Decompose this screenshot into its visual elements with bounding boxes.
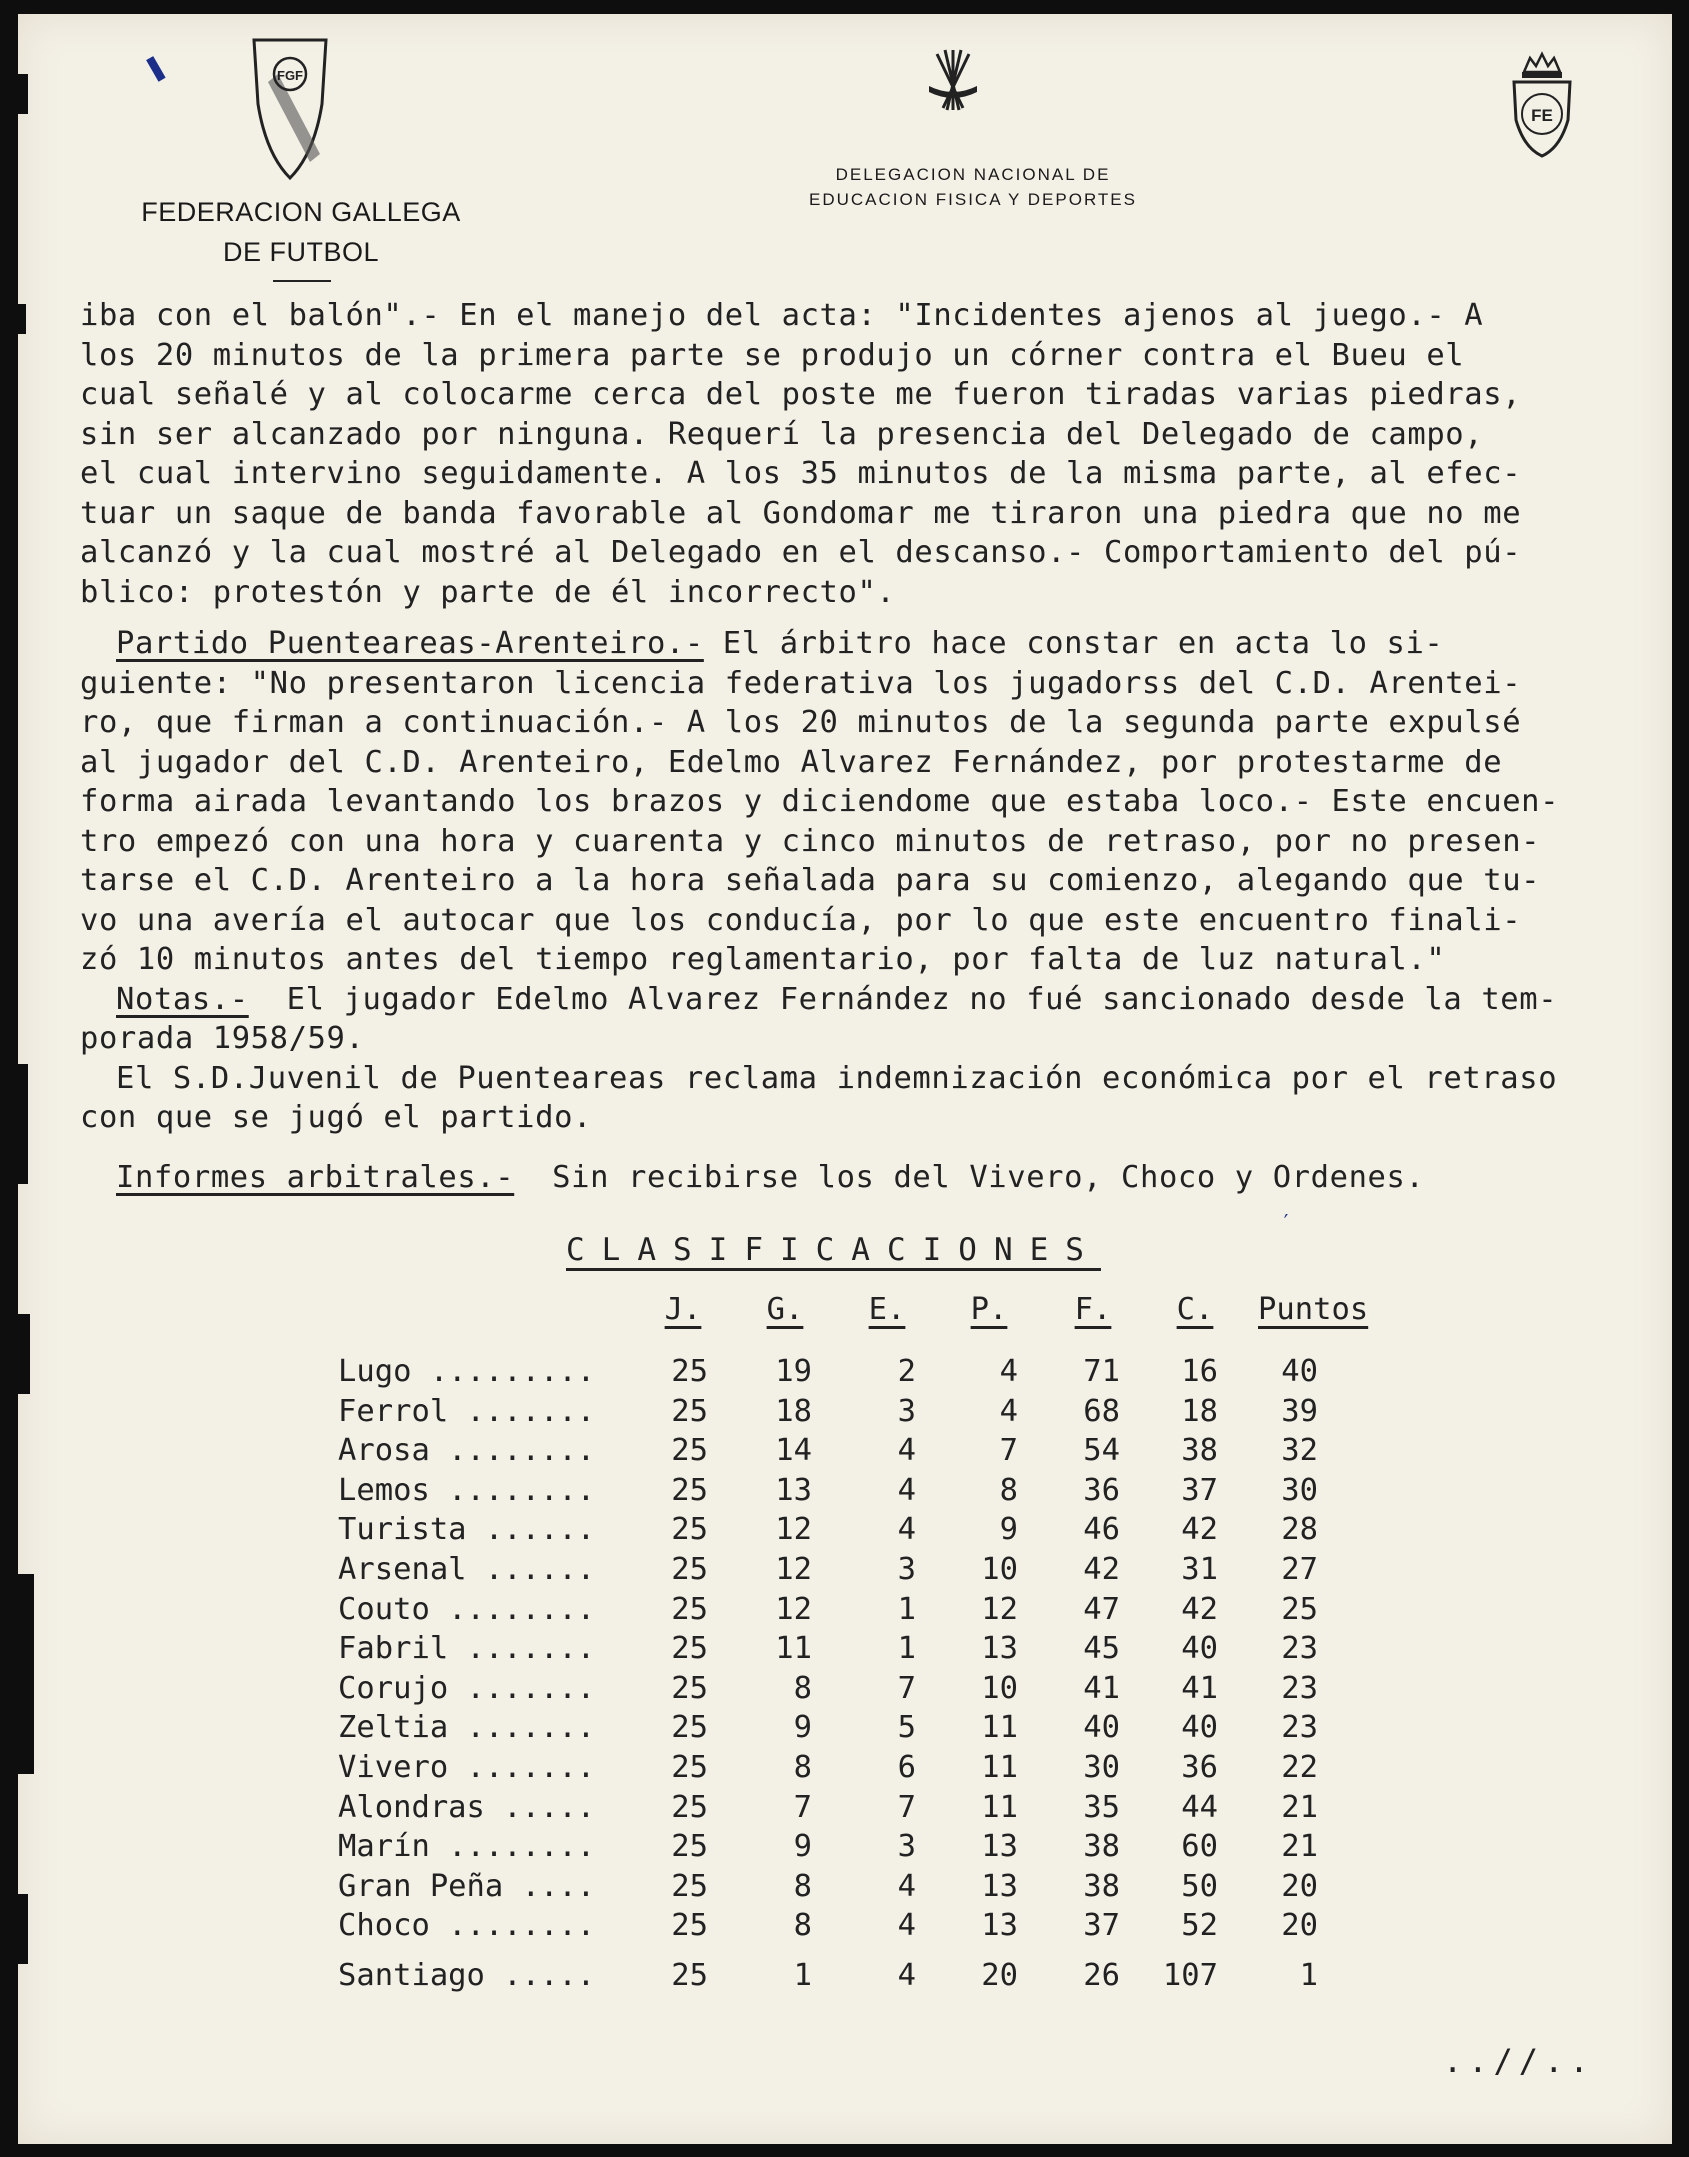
text-line: porada 1958/59.: [80, 1021, 365, 1056]
ink-mark: ❚: [138, 47, 172, 88]
standings-cell: 1: [897, 1591, 916, 1627]
standings-cell: 12: [775, 1591, 812, 1627]
text-line: sin ser alcanzado por ninguna. Requerí la presencia del Delegado de campo,: [80, 416, 1484, 452]
standings-cell: 11: [981, 1710, 1018, 1746]
standings-cell: 28: [1281, 1512, 1318, 1548]
column-header: E.: [868, 1292, 906, 1327]
standings-cell: 12: [775, 1552, 812, 1587]
standings-cell: 38: [1083, 1868, 1120, 1904]
standings-cell: 23: [1281, 1710, 1318, 1746]
standings-cell: 36: [1083, 1472, 1120, 1508]
standings-cell: 25: [671, 1512, 708, 1548]
standings-cell: 8: [793, 1868, 812, 1904]
text-fragment: Sin recibirse los del Vivero, Choco y Ordenes.: [514, 1159, 1425, 1195]
standings-cell: 9: [793, 1829, 812, 1865]
team-name: Marín ........: [338, 1829, 596, 1865]
standings-cell: 3: [897, 1829, 916, 1865]
text-line: vo una avería el autocar que los conducía, por lo que este encuentro finali-: [80, 902, 1522, 938]
standings-cell: 25: [671, 1591, 708, 1627]
yoke-arrows-emblem: [923, 42, 983, 122]
standings-cell: 4: [999, 1393, 1018, 1429]
standings-cell: 3: [897, 1552, 916, 1587]
standings-cell: 7: [897, 1670, 916, 1706]
text-line: forma airada levantando los brazos y diciendome que estaba loco.- Este encuen-: [80, 784, 1560, 819]
standings-cell: 25: [671, 1958, 708, 1993]
standings-cell: 18: [775, 1393, 812, 1429]
standings-cell: 25: [671, 1868, 708, 1904]
standings-cell: 4: [897, 1512, 916, 1548]
column-header: G.: [766, 1292, 804, 1327]
standings-cell: 20: [981, 1958, 1018, 1993]
standings-cell: 23: [1281, 1670, 1318, 1706]
team-name: Lugo .........: [338, 1354, 596, 1389]
standings-cell: 10: [981, 1670, 1018, 1706]
standings-cell: 38: [1181, 1433, 1218, 1469]
standings-cell: 1: [1299, 1958, 1318, 1993]
team-name: Arsenal ......: [338, 1552, 596, 1587]
torn-edge: [18, 304, 26, 334]
informes-heading: Informes arbitrales.-: [116, 1159, 515, 1195]
standings-cell: 8: [793, 1750, 812, 1785]
standings-cell: 25: [671, 1670, 708, 1706]
document-page: [18, 14, 1672, 2144]
standings-cell: 11: [981, 1789, 1018, 1825]
team-name: Couto ........: [338, 1591, 596, 1627]
standings-cell: 68: [1083, 1393, 1120, 1429]
header-rule: [273, 280, 331, 282]
text-line: [80, 1158, 1670, 1198]
standings-cell: 25: [1281, 1591, 1318, 1627]
text-fragment: El árbitro hace constar en acta lo si-: [703, 626, 1444, 661]
standings-cell: 26: [1083, 1958, 1120, 1993]
standings-cell: 1: [793, 1958, 812, 1993]
text-line: tarse el C.D. Arenteiro a la hora señalada para su comienzo, alegando que tu-: [80, 863, 1541, 898]
standings-cell: 4: [897, 1433, 916, 1469]
standings-cell: 16: [1181, 1354, 1218, 1389]
team-name: Zeltia .......: [338, 1710, 596, 1746]
standings-cell: 21: [1281, 1789, 1318, 1825]
team-name: Arosa ........: [338, 1433, 596, 1469]
standings-cell: 8: [793, 1908, 812, 1944]
standings-cell: 60: [1181, 1829, 1218, 1865]
standings-cell: 30: [1281, 1472, 1318, 1508]
standings-cell: 7: [999, 1433, 1018, 1469]
standings-cell: 25: [671, 1393, 708, 1429]
standings-cell: 25: [671, 1789, 708, 1825]
standings-cell: 2: [897, 1354, 916, 1389]
standings-cell: 13: [775, 1472, 812, 1508]
standings-cell: 13: [981, 1908, 1018, 1944]
standings-cell: 13: [981, 1829, 1018, 1865]
crowned-shield-logo: [1510, 50, 1574, 160]
standings-cell: 7: [793, 1789, 812, 1825]
standings-cell: 42: [1083, 1552, 1120, 1587]
team-name: Turista ......: [338, 1512, 596, 1548]
match-heading: Partido Puenteareas-Arenteiro.-: [116, 626, 704, 661]
team-name: Gran Peña ....: [338, 1868, 596, 1904]
standings-cell: 40: [1181, 1631, 1218, 1667]
text-line: alcanzó y la cual mostré al Delegado en el descanso.- Comportamiento del pú-: [80, 535, 1522, 570]
team-name: Alondras .....: [338, 1789, 596, 1825]
standings-cell: 46: [1083, 1512, 1120, 1548]
column-header: C.: [1176, 1292, 1214, 1327]
federation-name: [116, 192, 486, 272]
standings-cell: 50: [1181, 1868, 1218, 1904]
standings-cell: 42: [1181, 1591, 1218, 1627]
text-line: el cual intervino seguidamente. A los 35 minutos de la misma parte, al efec-: [80, 456, 1522, 491]
text-line: iba con el balón".- En el manejo del acta: "Incidentes ajenos al juego.- A: [80, 298, 1484, 333]
standings-cell: 25: [671, 1354, 708, 1389]
standings-cell: 8: [999, 1472, 1018, 1508]
paragraph-incidentes: [80, 296, 1670, 612]
standings-cell: 4: [897, 1472, 916, 1508]
standings-cell: 11: [981, 1750, 1018, 1785]
text-line: los 20 minutos de la primera parte se produjo un córner contra el Bueu el: [80, 337, 1465, 373]
team-name: Ferrol .......: [338, 1393, 596, 1429]
column-header: F.: [1074, 1292, 1112, 1327]
standings-cell: 25: [671, 1433, 708, 1469]
text-line: cual señalé y al colocarme cerca del poste me fueron tiradas varias piedras,: [80, 377, 1522, 412]
standings-cell: 4: [897, 1908, 916, 1944]
standings-cell: 13: [981, 1631, 1018, 1667]
standings-cell: 4: [999, 1354, 1018, 1389]
text-line: tro empezó con una hora y cuarenta y cinco minutos de retraso, por no presen-: [80, 823, 1541, 859]
standings-cell: 4: [897, 1868, 916, 1904]
standings-cell: 25: [671, 1631, 708, 1667]
team-name: Choco ........: [338, 1908, 596, 1944]
torn-edge: [18, 1314, 30, 1394]
standings-cell: 21: [1281, 1829, 1318, 1865]
standings-cell: 1: [897, 1631, 916, 1667]
text-line: ro, que firman a continuación.- A los 20 minutos de la segunda parte expulsé: [80, 705, 1522, 740]
paragraph-informes: [80, 1158, 1670, 1198]
text-line: El S.D.Juvenil de Puenteareas reclama indemnización económica por el retraso: [116, 1060, 1558, 1096]
column-header: P.: [970, 1292, 1008, 1327]
standings-cell: 38: [1083, 1829, 1120, 1865]
page-continuation-mark: ..//..: [1443, 2042, 1595, 2080]
text-line: [80, 980, 1670, 1020]
standings-cell: 47: [1083, 1591, 1120, 1627]
torn-edge: [18, 74, 28, 114]
standings-cell: 25: [671, 1829, 708, 1865]
standings-cell: 9: [793, 1710, 812, 1746]
federation-name-line: FEDERACION GALLEGA: [141, 197, 461, 227]
paragraph-notas: [80, 980, 1670, 1138]
team-name: Vivero .......: [338, 1750, 596, 1785]
standings-cell: 12: [981, 1591, 1018, 1627]
standings-cell: 54: [1083, 1433, 1120, 1469]
text-line: tuar un saque de banda favorable al Gondomar me tiraron una piedra que no me: [80, 495, 1522, 531]
standings-cell: 107: [1162, 1958, 1218, 1993]
standings-cell: 35: [1083, 1789, 1120, 1825]
standings-cell: 42: [1181, 1512, 1218, 1548]
team-name: Corujo .......: [338, 1670, 596, 1706]
federation-shield-logo: [248, 34, 332, 184]
standings-cell: 31: [1181, 1552, 1218, 1587]
paragraph-puenteareas-arenteiro: [80, 624, 1670, 980]
standings-cell: 7: [897, 1789, 916, 1825]
delegacion-line: DELEGACION NACIONAL DE: [835, 165, 1111, 184]
column-header: Puntos: [1258, 1292, 1369, 1327]
torn-edge: [18, 1894, 28, 1964]
standings-cell: 12: [775, 1512, 812, 1548]
ink-mark: ′: [1280, 1210, 1293, 1234]
svg-text:FGF: FGF: [277, 68, 303, 83]
standings-cell: 37: [1181, 1472, 1218, 1508]
standings-cell: 25: [671, 1472, 708, 1508]
federation-name-line: DE FUTBOL: [222, 237, 380, 267]
svg-text:FE: FE: [1531, 106, 1553, 125]
torn-edge: [18, 1064, 28, 1184]
standings-cell: 20: [1281, 1908, 1318, 1944]
standings-cell: 10: [981, 1552, 1018, 1587]
standings-title: CLASIFICACIONES: [566, 1232, 1101, 1268]
standings-cell: 22: [1281, 1750, 1318, 1785]
text-line: con que se jugó el partido.: [80, 1100, 592, 1135]
delegacion-line: EDUCACION FISICA Y DEPORTES: [809, 190, 1137, 209]
text-line: [80, 624, 1670, 664]
text-line: al jugador del C.D. Arenteiro, Edelmo Alvarez Fernández, por protestarme de: [80, 744, 1503, 780]
standings-cell: 14: [775, 1433, 812, 1469]
column-header: J.: [664, 1292, 702, 1327]
standings-cell: 20: [1281, 1868, 1318, 1904]
text-line: blico: protestón y parte de él incorrecto".: [80, 574, 896, 610]
standings-cell: 9: [999, 1512, 1018, 1548]
standings-cell: 6: [897, 1750, 916, 1785]
standings-cell: 25: [671, 1750, 708, 1785]
standings-cell: 52: [1181, 1908, 1218, 1944]
body-text: [80, 296, 1670, 1197]
standings-cell: 40: [1083, 1710, 1120, 1746]
standings-cell: 5: [897, 1710, 916, 1746]
standings-cell: 40: [1281, 1354, 1318, 1389]
standings-cell: 3: [897, 1393, 916, 1429]
standings-cell: 27: [1281, 1552, 1318, 1587]
team-name: Fabril .......: [338, 1631, 596, 1667]
standings-cell: 19: [775, 1354, 812, 1389]
standings-cell: 36: [1181, 1750, 1218, 1785]
standings-cell: 30: [1083, 1750, 1120, 1785]
standings-cell: 25: [671, 1908, 708, 1944]
standings-cell: 44: [1181, 1789, 1218, 1825]
text-line: zó 10 minutos antes del tiempo reglamentario, por falta de luz natural.": [80, 942, 1446, 977]
torn-edge: [18, 1574, 34, 1774]
team-name: Lemos ........: [338, 1472, 596, 1508]
standings-cell: 25: [671, 1552, 708, 1587]
notas-heading: Notas.-: [116, 981, 249, 1017]
standings-cell: 8: [793, 1670, 812, 1706]
standings-cell: 71: [1083, 1354, 1120, 1389]
standings-cell: 41: [1181, 1670, 1218, 1706]
standings-cell: 37: [1083, 1908, 1120, 1944]
standings-cell: 23: [1281, 1631, 1318, 1667]
standings-cell: 25: [671, 1710, 708, 1746]
standings-cell: 13: [981, 1868, 1018, 1904]
text-fragment: El jugador Edelmo Alvarez Fernández no fué sancionado desde la tem-: [248, 981, 1558, 1017]
standings-cell: 40: [1181, 1710, 1218, 1746]
standings-cell: 32: [1281, 1433, 1318, 1469]
standings-cell: 41: [1083, 1670, 1120, 1706]
standings-cell: 11: [775, 1631, 812, 1667]
delegacion-heading: [753, 162, 1193, 212]
text-line: guiente: "No presentaron licencia federativa los jugadorss del C.D. Arentei-: [80, 665, 1522, 701]
standings-cell: 4: [897, 1958, 916, 1993]
standings-cell: 39: [1281, 1393, 1318, 1429]
standings-cell: 18: [1181, 1393, 1218, 1429]
team-name: Santiago .....: [338, 1958, 596, 1993]
standings-cell: 45: [1083, 1631, 1120, 1667]
